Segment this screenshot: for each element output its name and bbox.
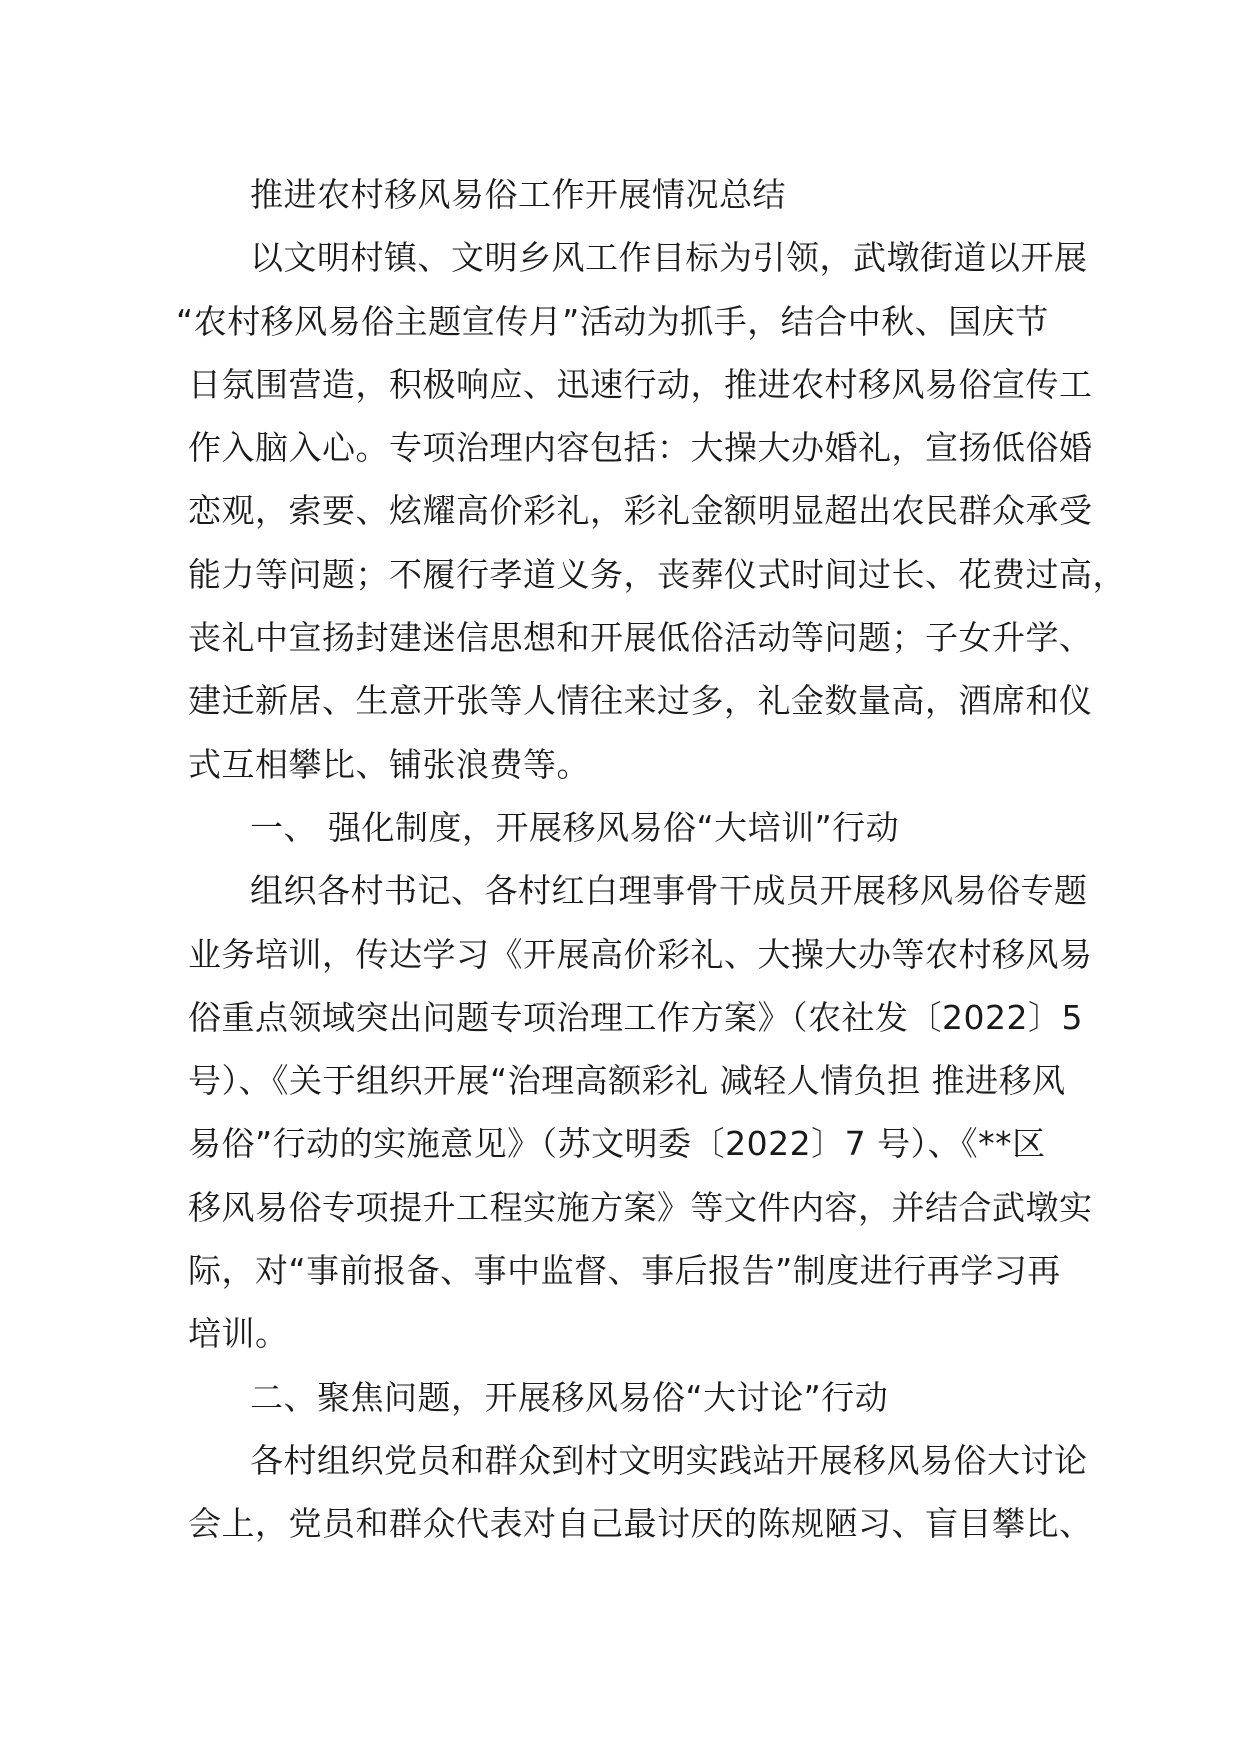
paragraph-line: 丧礼中宣扬封建迷信思想和开展低俗活动等问题；子女升学、	[188, 618, 1093, 658]
paragraph-line: 业务培训，传达学习《开展高价彩礼、大操大办等农村移风易	[188, 934, 1093, 974]
paragraph-line: 俗重点领域突出问题专项治理工作方案》（农社发〔2022〕5	[188, 997, 1083, 1037]
document-body	[176, 163, 1126, 1556]
paragraph-line: 会上，党员和群众代表对自己最讨厌的陈规陋习、盲目攀比、	[188, 1504, 1093, 1544]
paragraph-line: 建迁新居、生意开张等人情往来过多，礼金数量高，酒席和仪	[188, 681, 1093, 721]
section-heading: 一、 强化制度，开展移风易俗“大培训”行动	[250, 807, 900, 847]
paragraph-line: 培训。	[188, 1314, 289, 1354]
paragraph-line: 易俗”行动的实施意见》（苏文明委〔2022〕7 号）、《**区	[188, 1124, 1046, 1164]
section-heading: 二、聚焦问题，开展移风易俗“大讨论”行动	[250, 1377, 889, 1417]
paragraph-line: 日氛围营造，积极响应、迅速行动，推进农村移风易俗宣传工	[188, 364, 1093, 404]
paragraph-line: 各村组织党员和群众到村文明实践站开展移风易俗大讨论	[250, 1440, 1088, 1480]
paragraph-line: 作入脑入心。专项治理内容包括：大操大办婚礼，宣扬低俗婚	[188, 428, 1093, 468]
paragraph-line: 式互相攀比、铺张浪费等。	[188, 744, 590, 784]
paragraph-line: “农村移风易俗主题宣传月”活动为抓手，结合中秋、国庆节	[176, 301, 1049, 341]
paragraph-line: 恋观，索要、炫耀高价彩礼，彩礼金额明显超出农民群众承受	[188, 491, 1093, 531]
paragraph-line: 能力等问题；不履行孝道义务，丧葬仪式时间过长、花费过高，	[188, 554, 1126, 594]
paragraph-line: 际，对“事前报备、事中监督、事后报告”制度进行再学习再	[188, 1251, 1061, 1291]
paragraph-line: 号）、《关于组织开展“治理高额彩礼 减轻人情负担 推进移风	[188, 1061, 1066, 1101]
document-title: 推进农村移风易俗工作开展情况总结	[250, 175, 786, 214]
paragraph-line: 组织各村书记、各村红白理事骨干成员开展移风易俗专题	[250, 871, 1088, 911]
paragraph-line: 以文明村镇、文明乡风工作目标为引领，武墩街道以开展	[250, 238, 1088, 278]
paragraph-line: 移风易俗专项提升工程实施方案》等文件内容，并结合武墩实	[188, 1187, 1093, 1227]
